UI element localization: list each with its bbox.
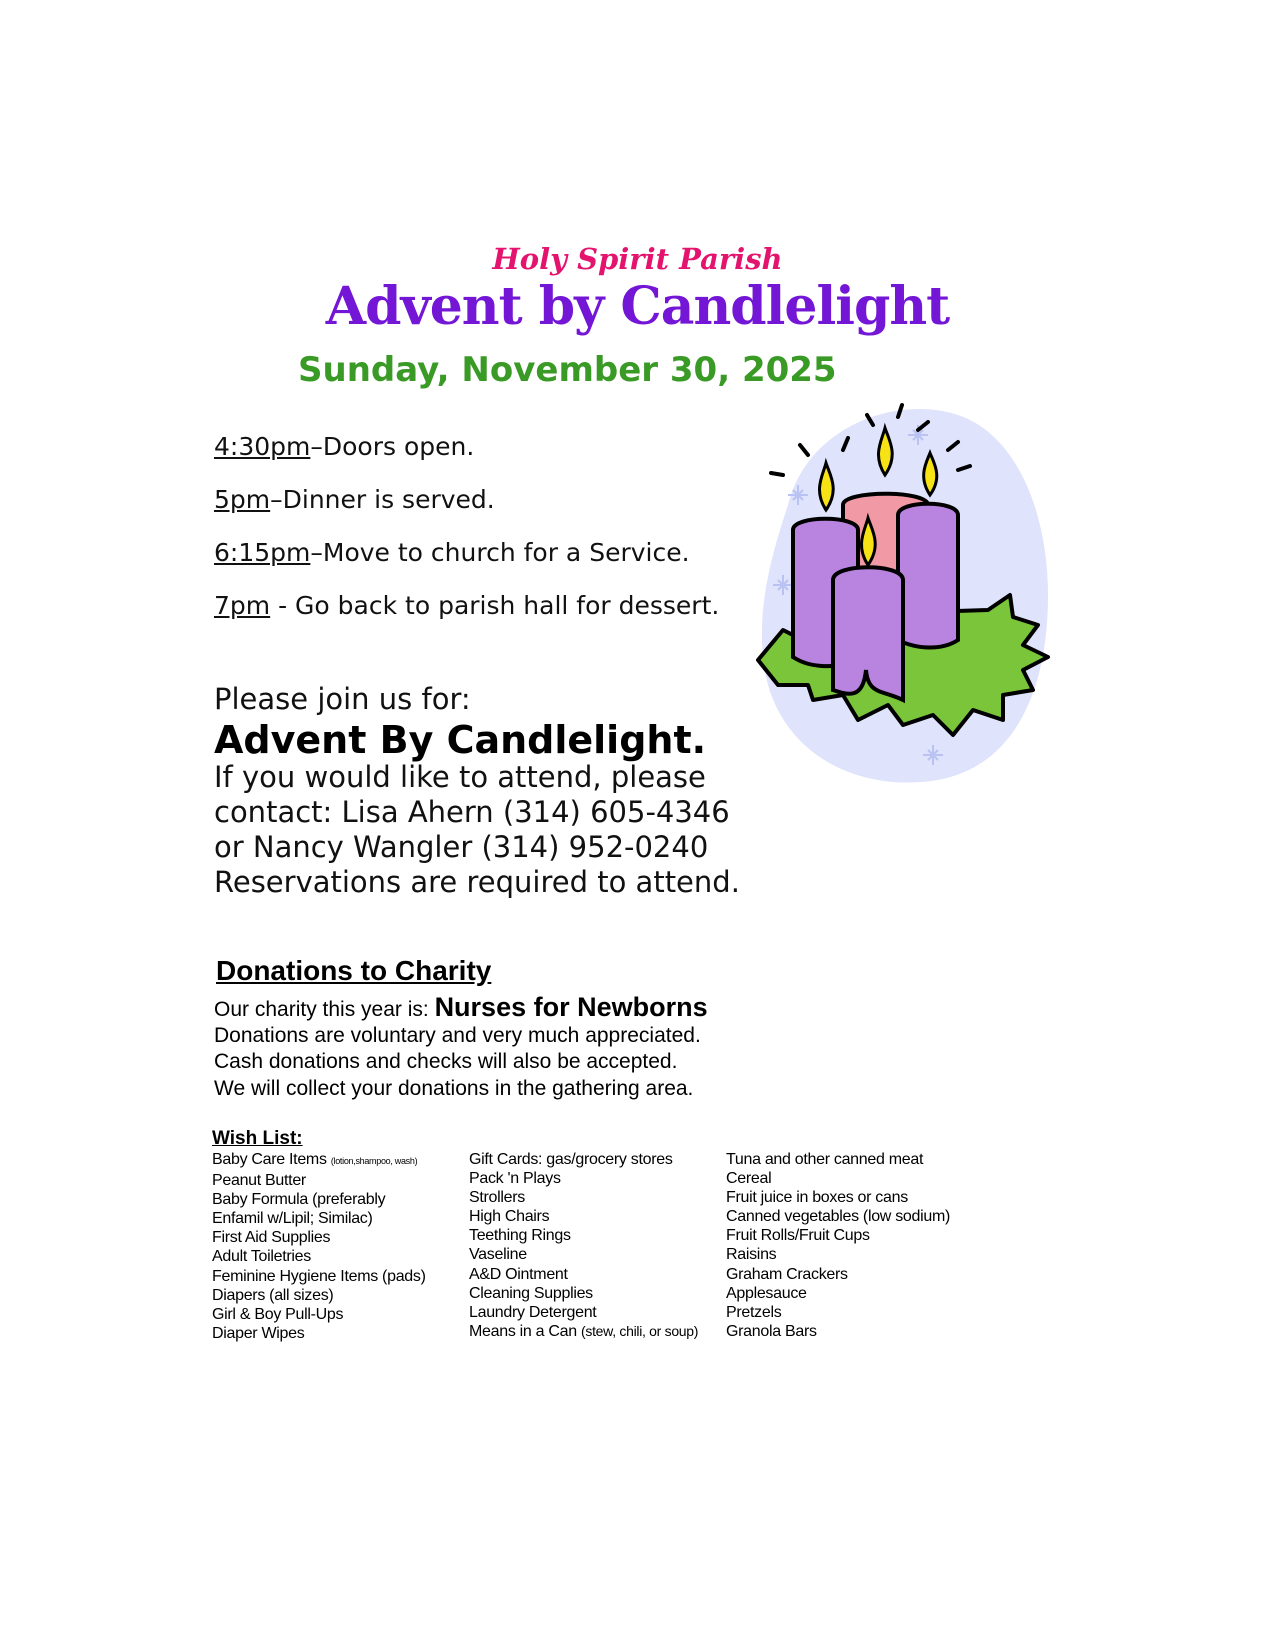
wish-item: Graham Crackers bbox=[726, 1265, 848, 1283]
wish-list-heading: Wish List: bbox=[212, 1128, 303, 1149]
wish-item: Fruit Rolls/Fruit Cups bbox=[726, 1227, 870, 1245]
join-text: Please join us for: bbox=[214, 682, 471, 716]
wish-item: Diaper Wipes bbox=[212, 1324, 305, 1342]
contact-line: contact: Lisa Ahern (314) 605-4346 bbox=[214, 795, 730, 829]
wish-item: Laundry Detergent bbox=[469, 1303, 597, 1321]
schedule-desc: –Dinner is served. bbox=[270, 485, 495, 514]
donations-heading: Donations to Charity bbox=[216, 955, 492, 986]
wish-item: Means in a Can (stew, chili, or soup) bbox=[469, 1322, 699, 1340]
wish-item: Granola Bars bbox=[726, 1322, 817, 1340]
wish-list-column-3 bbox=[726, 1150, 950, 1341]
wish-item: Pack 'n Plays bbox=[469, 1170, 561, 1188]
wish-item-note: (lotion,shampoo, wash) bbox=[330, 1156, 418, 1166]
wish-item: Diapers (all sizes) bbox=[212, 1286, 334, 1304]
schedule-item bbox=[214, 485, 495, 514]
wish-item: Canned vegetables (low sodium) bbox=[726, 1208, 951, 1226]
wish-item: Enfamil w/Lipil; Similac) bbox=[212, 1210, 373, 1228]
contact-line: or Nancy Wangler (314) 952-0240 bbox=[214, 830, 709, 864]
schedule-time: 7pm bbox=[214, 591, 271, 620]
contact-line: If you would like to attend, please bbox=[214, 760, 706, 794]
schedule-time: 6:15pm bbox=[214, 538, 311, 567]
schedule-desc: - Go back to parish hall for dessert. bbox=[270, 591, 720, 620]
event-date: Sunday, November 30, 2025 bbox=[298, 350, 837, 390]
wish-item: Cleaning Supplies bbox=[469, 1284, 593, 1302]
schedule-desc: –Doors open. bbox=[310, 432, 475, 461]
wish-item: Gift Cards: gas/grocery stores bbox=[469, 1151, 673, 1168]
wish-item: Adult Toiletries bbox=[212, 1248, 311, 1266]
wish-item: Cereal bbox=[726, 1170, 772, 1188]
wish-item: Applesauce bbox=[726, 1284, 807, 1302]
charity-prefix: Our charity this year is: bbox=[214, 998, 435, 1021]
wish-item: Strollers bbox=[469, 1189, 525, 1207]
donation-line: Donations are voluntary and very much appreciated. bbox=[214, 1024, 701, 1047]
wish-item: High Chairs bbox=[469, 1208, 550, 1226]
schedule-item bbox=[214, 591, 719, 620]
wish-item: Peanut Butter bbox=[212, 1172, 306, 1190]
event-title: Advent by Candlelight bbox=[325, 276, 950, 337]
donation-line: We will collect your donations in the gathering area. bbox=[214, 1077, 694, 1100]
parish-name: Holy Spirit Parish bbox=[492, 242, 783, 276]
schedule-time: 4:30pm bbox=[214, 432, 311, 461]
wish-item: A&D Ointment bbox=[469, 1265, 568, 1283]
wish-item: Girl & Boy Pull-Ups bbox=[212, 1305, 344, 1323]
wish-item: Pretzels bbox=[726, 1303, 782, 1321]
donation-line: Cash donations and checks will also be accepted. bbox=[214, 1050, 678, 1073]
wish-item: Vaseline bbox=[469, 1246, 527, 1264]
wish-item: Fruit juice in boxes or cans bbox=[726, 1189, 908, 1207]
wish-list-column-2 bbox=[469, 1150, 698, 1341]
wish-item: Baby Formula (preferably bbox=[212, 1191, 386, 1209]
schedule-item bbox=[214, 538, 690, 567]
contact-line: Reservations are required to attend. bbox=[214, 865, 740, 899]
schedule-item bbox=[214, 432, 474, 461]
wish-item: Baby Care Items (lotion,shampoo, wash) bbox=[212, 1151, 418, 1168]
wish-list-column-1 bbox=[212, 1150, 426, 1343]
schedule-time: 5pm bbox=[214, 485, 271, 514]
wish-item: Raisins bbox=[726, 1246, 777, 1264]
charity-line bbox=[214, 992, 708, 1023]
wish-item: Teething Rings bbox=[469, 1227, 571, 1245]
wish-item: First Aid Supplies bbox=[212, 1229, 331, 1247]
wish-item: Feminine Hygiene Items (pads) bbox=[212, 1267, 426, 1285]
wish-item-note: (stew, chili, or soup) bbox=[581, 1322, 699, 1339]
schedule-desc: –Move to church for a Service. bbox=[310, 538, 690, 567]
invite-event-title: Advent By Candlelight. bbox=[214, 718, 707, 762]
advent-wreath-candles-icon bbox=[748, 395, 1068, 795]
charity-name: Nurses for Newborns bbox=[434, 992, 708, 1022]
wish-item: Tuna and other canned meat bbox=[726, 1151, 924, 1168]
